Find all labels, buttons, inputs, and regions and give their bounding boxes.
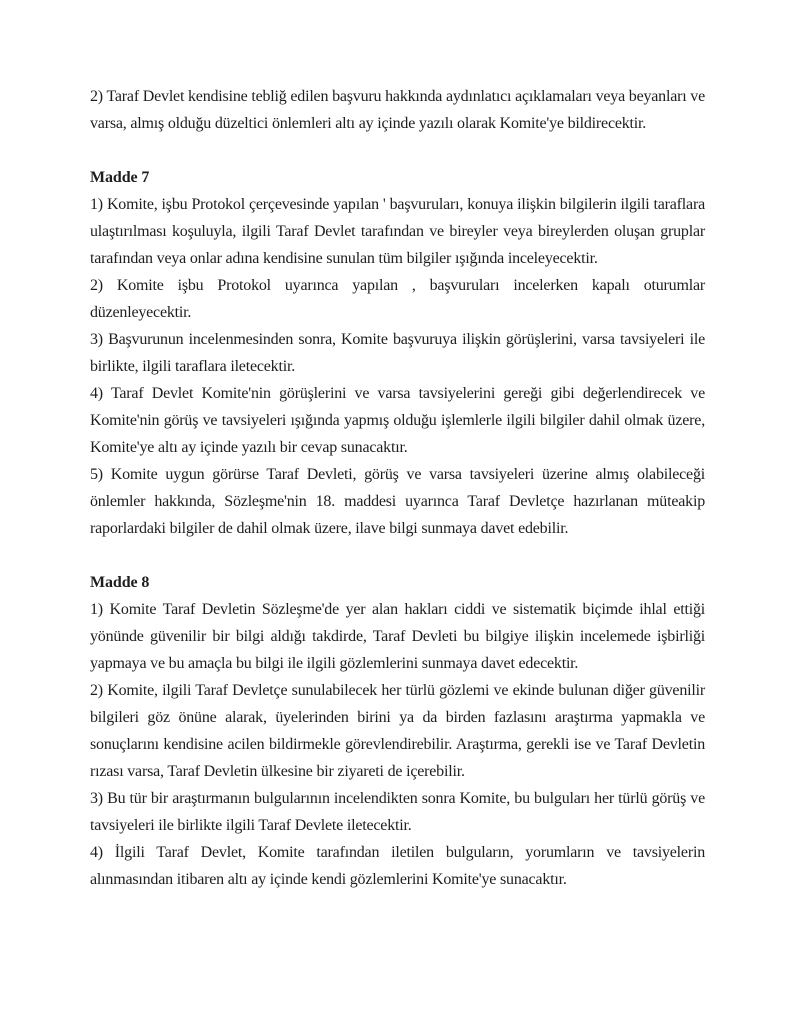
paragraph-intro-item-2: 2) Taraf Devlet kendisine tebliğ edilen başvuru hakkında aydınlatıcı açıklamaları veya beyanları ve varsa, almış olduğu düzeltici önlemleri altı ay içinde yazılı olarak Komite'ye bildirecektir.: [90, 88, 705, 132]
madde7-paragraph-5: 5) Komite uygun görürse Taraf Devleti, görüş ve varsa tavsiyeleri üzerine almış olabileceği önlemler hakkında, Sözleşme'nin 18. maddesi uyarınca Taraf Devletçe hazırlanan müteakip raporlardaki bilgiler de dahil olmak üzere, ilave bilgi sunmaya davet edebilir.: [90, 466, 705, 537]
madde8-paragraph-3: 3) Bu tür bir araştırmanın bulgularının incelendikten sonra Komite, bu bulguları her türlü görüş ve tavsiyeleri ile birlikte ilgili Taraf Devlete iletecektir.: [90, 790, 705, 834]
heading-madde-7: Madde 7: [90, 169, 150, 186]
madde8-paragraph-4: 4) İlgili Taraf Devlet, Komite tarafından iletilen bulguların, yorumların ve tavsiyelerin alınmasından itibaren altı ay içinde kendi gözlemlerini Komite'ye sunacaktır.: [90, 844, 705, 888]
madde7-paragraph-4: 4) Taraf Devlet Komite'nin görüşlerini ve varsa tavsiyelerini gereği gibi değerlendirecek ve Komite'nin görüş ve tavsiyeleri ışığında yapmış olduğu işlemlerle ilgili bilgiler dahil olmak üzere, Komite'ye altı ay içinde yazılı bir cevap sunacaktır.: [90, 385, 705, 456]
madde7-paragraph-3: 3) Başvurunun incelenmesinden sonra, Komite başvuruya ilişkin görüşlerini, varsa tavsiyeleri ile birlikte, ilgili taraflara iletecektir.: [90, 331, 705, 375]
heading-madde-8: Madde 8: [90, 574, 150, 591]
madde7-paragraph-1: 1) Komite, işbu Protokol çerçevesinde yapılan ' başvuruları, konuya ilişkin bilgilerin ilgili taraflara ulaştırılması koşuluyla, ilgili Taraf Devlet tarafından ve bireyler veya bireylerden oluşan gruplar tarafından veya onlar adına kendisine sunulan tüm bilgiler ışığında inceleyecektir.: [90, 196, 705, 267]
madde8-paragraph-2: 2) Komite, ilgili Taraf Devletçe sunulabilecek her türlü gözlemi ve ekinde bulunan diğer güvenilir bilgileri göz önüne alarak, üyelerinden birini ya da birden fazlasını araştırma yapmakla ve sonuçlarını kendisine acilen bildirmekle görevlendirebilir. Araştırma, gerekli ise ve Taraf Devletin rızası varsa, Taraf Devletin ülkesine bir ziyareti de içerebilir.: [90, 682, 705, 780]
document-page: [90, 83, 705, 893]
madde8-paragraph-1: 1) Komite Taraf Devletin Sözleşme'de yer alan hakları ciddi ve sistematik biçimde ihlal ettiği yönünde güvenilir bir bilgi aldığı takdirde, Taraf Devleti bu bilgiye ilişkin incelemede işbirliği yapmaya ve bu amaçla bu bilgi ile ilgili gözlemlerini sunmaya davet edecektir.: [90, 601, 705, 672]
madde7-paragraph-2: 2) Komite işbu Protokol uyarınca yapılan , başvuruları incelerken kapalı oturumlar düzenleyecektir.: [90, 277, 705, 321]
